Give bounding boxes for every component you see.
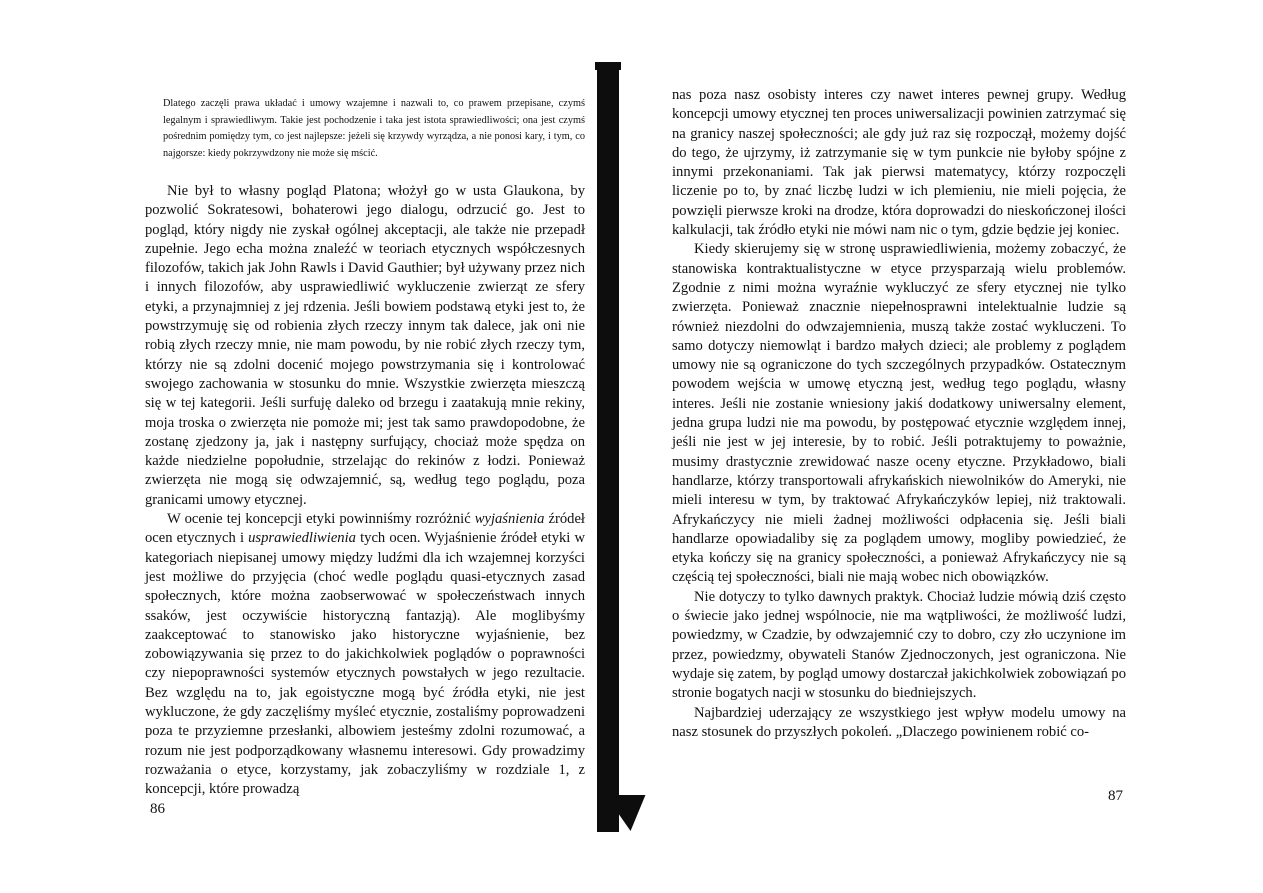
block-quote: Dlatego zaczęli prawa układać i umowy wzajemne i nazwali to, co prawem przepisane, czymś legalnym i sprawiedliwym. Takie jest pochodzenie i taka jest istota sprawiedliwości; ona jest czymś pośrednim pomiędzy tym, co jest najlepsze: jeżeli się krzywdy wyrządza, a nie ponosi kary, i tym, co najgorsze: kiedy pokrzywdzony nie może się mścić. bbox=[163, 98, 585, 159]
right-page bbox=[672, 0, 1126, 893]
right-paragraph-3: Nie dotyczy to tylko dawnych praktyk. Chociaż ludzie mówią dziś często o świecie jako jednej wspólnocie, nie ma wątpliwości, że możliwość ludzi, powiedzmy, w Czadzie, by odwzajemnić czy to dobro, czy zło uczynione im przez, powiedzmy, obywateli Stanów Zjednoczonych, jest ograniczona. Nie wydaje się zatem, by pogląd umowy dostarczał jakichkolwiek zobowiązań po stronie bogatych nacji w stosunku do biedniejszych. bbox=[672, 588, 1126, 702]
text-run: W ocenie tej koncepcji etyki powinniśmy rozróżnić bbox=[167, 511, 475, 528]
text-run: źródeł ocen etycznych i bbox=[145, 511, 585, 547]
left-paragraph-2 bbox=[145, 510, 585, 799]
right-paragraph-1: nas poza nasz osobisty interes czy nawet interes pewnej grupy. Według koncepcji umowy etycznej ten proces uniwersalizacji powinien zatrzymać się na granicy naszej społeczności; ale gdy już raz się rozpoczął, możemy dojść do tego, że ujrzymy, iż zatrzymanie się w tym punkcie nie byłoby spójne z innymi przekonaniami. Tak jak pierwsi matematycy, którzy rozpoczęli liczenie po to, by znać liczbę ludzi w ich plemieniu, nie mieli pojęcia, że powzięli pierwsze kroki na drodze, która doprowadzi do nieskończonej ilości kalkulacji, tak źródło etyki nie mówi nam nic o tym, gdzie będzie jej koniec. bbox=[672, 87, 1126, 239]
page-number-right: 87 bbox=[1108, 788, 1123, 804]
left-page bbox=[145, 0, 585, 893]
gutter-shadow bbox=[597, 62, 619, 832]
right-paragraph-4: Najbardziej uderzający ze wszystkiego jest wpływ modelu umowy na nasz stosunek do przyszłych pokoleń. „Dlaczego powinienem robić co- bbox=[672, 704, 1126, 740]
left-body bbox=[145, 182, 585, 800]
text-run: tych ocen. Wyjaśnienie źródeł etyki w kategoriach niepisanej umowy między ludźmi dla ich wzajemnej korzyści jest możliwe do przyjęcia (choć wedle poglądu quasi-etycznych zasad społecznych, które można zaobserwować w społeczeństwach innych ssaków, jest oczywiście historyczną fantazją). Ale moglibyśmy zaakceptować to stanowisko jako historyczne wyjaśnienie, bez zobowiązywania się przez to do jakichkolwiek poglądów o poprawności czy niepoprawności systemów etycznych powstałych w jego rezultacie. Bez względu na to, jak egoistyczne mogą być źródła etyki, nie jest wykluczone, że gdy zaczęliśmy myśleć etycznie, zostaliśmy poprowadzeni poza te przyziemne przesłanki, albowiem jesteśmy zdolni rozumować, a rozum nie jest podporządkowany własnemu interesowi. Gdy prowadzimy rozważania o etyce, korzystamy, jak zobaczyliśmy w rozdziale 1, z koncepcji, które prowadzą bbox=[145, 530, 585, 798]
emphasis-term: wyjaśnienia bbox=[474, 511, 545, 528]
page-number-left: 86 bbox=[150, 801, 165, 817]
right-paragraph-2: Kiedy skierujemy się w stronę usprawiedliwienia, możemy zobaczyć, że stanowiska kontraktualistyczne w etyce przysparzają wielu problemów. Zgodnie z nimi można wyraźnie wykluczyć ze sfery etycznej nie tylko zwierzęta. Ponieważ znacznie niepełnosprawni intelektualnie ludzie są również niezdolni do odwzajemnienia, muszą także zostać wykluczeni. To samo dotyczy niemowląt i bardzo małych dzieci; ale problemy z poglądem umowy nie są ograniczone do tych szczególnych przypadków. Ostatecznym powodem wejścia w umowę etyczną jest, według tego poglądu, własny interes. Jeśli nie zostanie wniesiony jakiś dodatkowy uniwersalny element, jedna grupa ludzi nie ma powodu, by postępować etycznie względem innej, jeśli nie jest w jej interesie, by to robić. Jeśli potraktujemy to poważnie, musimy drastycznie zrewidować nasze oceny etyczne. Przykładowo, biali handlarze, którzy transportowali afrykańskich niewolników do Ameryki, nie mieli interesu w tym, by traktować Afrykańczyków lepiej, niż traktowali. Afrykańczycy nie mieli żadnej możliwości odpłacenia się. Jeśli biali handlarze opowiadaliby się za poglądem umowy, mogliby powiedzieć, że etyka kończy się na granicy społeczności, a ponieważ Afrykańczycy nie są częścią tej społeczności, biali nie mają wobec nich obowiązków. bbox=[672, 241, 1126, 586]
left-paragraph-1: Nie był to własny pogląd Platona; włożył go w usta Glaukona, by pozwolić Sokratesowi, bohaterowi jego dialogu, odrzucić go. Jest to pogląd, który nigdy nie zyskał ogólnej akceptacji, ale także nie przepadł zupełnie. Jego echa można znaleźć w teoriach etycznych współczesnych filozofów, takich jak John Rawls i David Gauthier; był używany przez nich i innych filozofów, aby usprawiedliwić wykluczenie zwierząt ze sfery etyki, a przynajmniej z jej rdzenia. Jeśli bowiem podstawą etyki jest to, że powstrzymuję się od robienia złych rzeczy innym tak dalece, jak oni nie robią złych rzeczy mnie, nie mam powodu, by nie robić złych rzeczy tym, którzy nie są zdolni docenić mojego powstrzymania się i kontrolować swojego zachowania w stosunku do mnie. Wszystkie zwierzęta mieszczą się w tej kategorii. Jeśli surfuję daleko od brzegu i zaatakują mnie rekiny, moja troska o zwierzęta nie pomoże mi; jest tak samo prawdopodobne, że zostanę zjedzony ja, jak i następny surfujący, chociaż może spędza on każde niedzielne popołudnie, strzelając do rekinów z łodzi. Ponieważ zwierzęta nie mogą się odwzajemnić, są, według tego poglądu, poza granicami umowy etycznej. bbox=[145, 183, 585, 508]
right-body bbox=[672, 86, 1126, 742]
emphasis-term: usprawiedliwienia bbox=[248, 530, 356, 547]
